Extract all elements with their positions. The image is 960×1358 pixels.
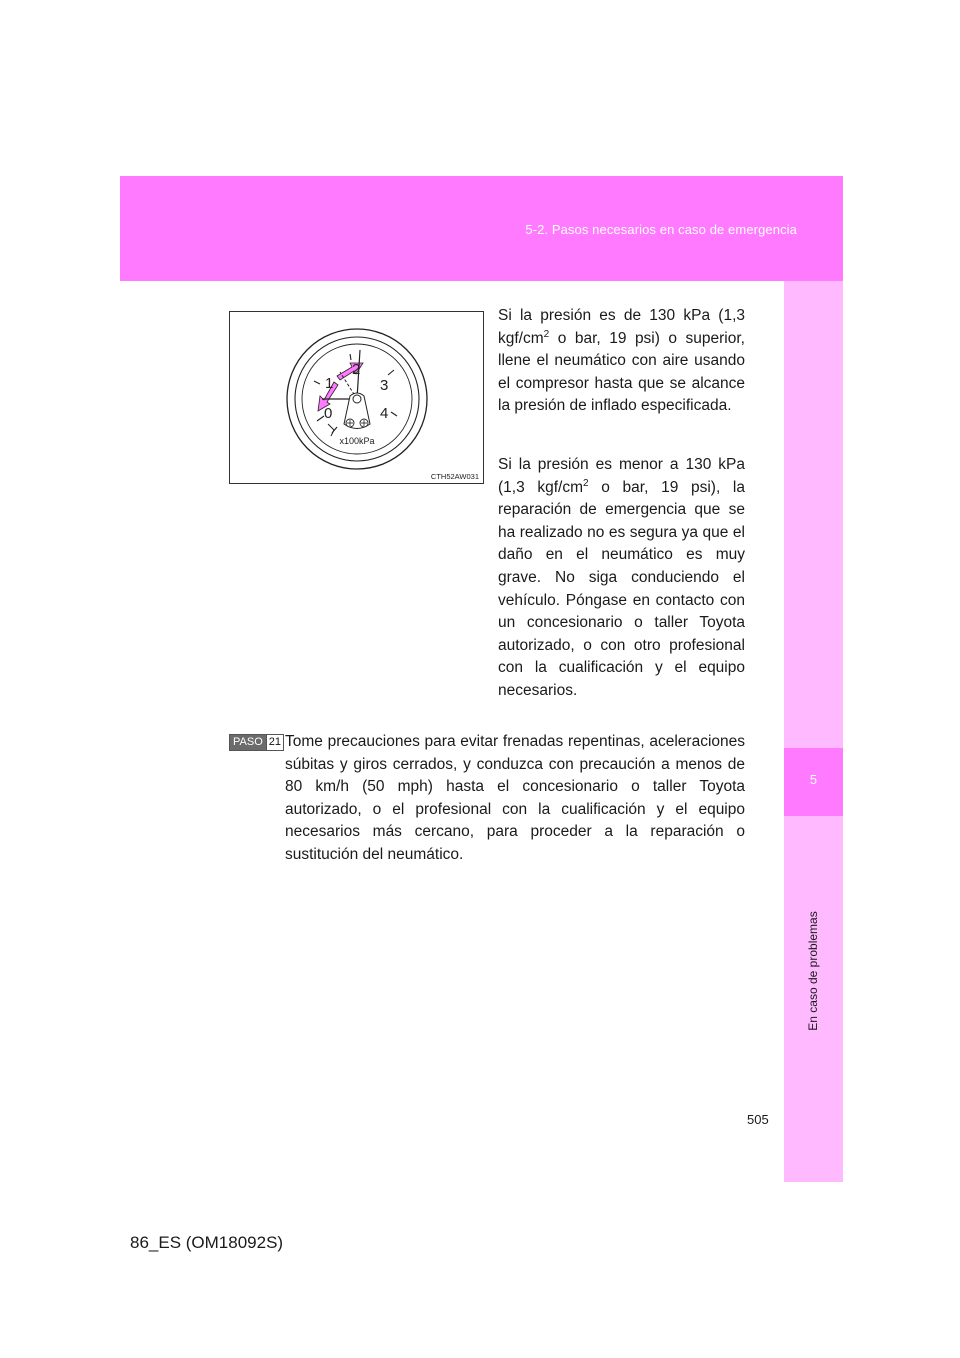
- chapter-tab: [784, 748, 843, 816]
- step-label: PASO: [230, 735, 266, 750]
- paragraph-pressure-ok: Si la presión es de 130 kPa (1,3 kgf/$cm^2$ o bar, 19 psi) o superior, llene el neumático con aire usando el compresor hasta que se alcance la presión de inflado especificada.: [498, 307, 745, 415]
- pressure-gauge-figure: [229, 311, 484, 484]
- page-number: 505: [747, 1112, 769, 1127]
- gauge-label-3: 3: [380, 377, 389, 394]
- gauge-label-2: 2: [352, 361, 361, 378]
- figure-code: CTH52AW031: [430, 472, 479, 481]
- step-text: Tome precauciones para evitar frenadas repentinas, aceleraciones súbitas y giros cerrados, y conduzca con precaución a menos de 80 km/h (50 mph) hasta el concesionario o taller Toyota autorizado, o el profesional con la cualificación y el equipo necesarios más cercano, para proceder a la reparación o sustitución del neumático.: [285, 733, 745, 863]
- pressure-gauge-illustration: [230, 312, 483, 483]
- gauge-label-0: 0: [324, 405, 333, 422]
- chapter-sidebar: [784, 281, 843, 1182]
- gauge-label-4: 4: [380, 405, 389, 422]
- document-code: 86_ES (OM18092S): [130, 1233, 284, 1252]
- chapter-number: 5: [809, 772, 818, 787]
- chapter-label: En caso de problemas: [806, 911, 820, 1031]
- paragraph-pressure-low: Si la presión es menor a 130 kPa (1,3 kgf/$cm^2$ o bar, 19 psi), la reparación de emergencia que se ha realizado no es segura ya que el daño en el neumático es muy grave. No siga conduciendo el vehículo. Póngase en contacto con un concesionario o taller Toyota autorizado, o con otro profesional con la cualificación y el equipo necesarios.: [498, 456, 745, 699]
- header-band: [120, 176, 843, 281]
- step-badge: [229, 734, 284, 751]
- step-number: 21: [266, 735, 283, 750]
- gauge-unit-label: x100kPa: [339, 436, 375, 446]
- section-title: 5-2. Pasos necesarios en caso de emergencia: [525, 222, 797, 237]
- gauge-label-1: 1: [325, 375, 334, 392]
